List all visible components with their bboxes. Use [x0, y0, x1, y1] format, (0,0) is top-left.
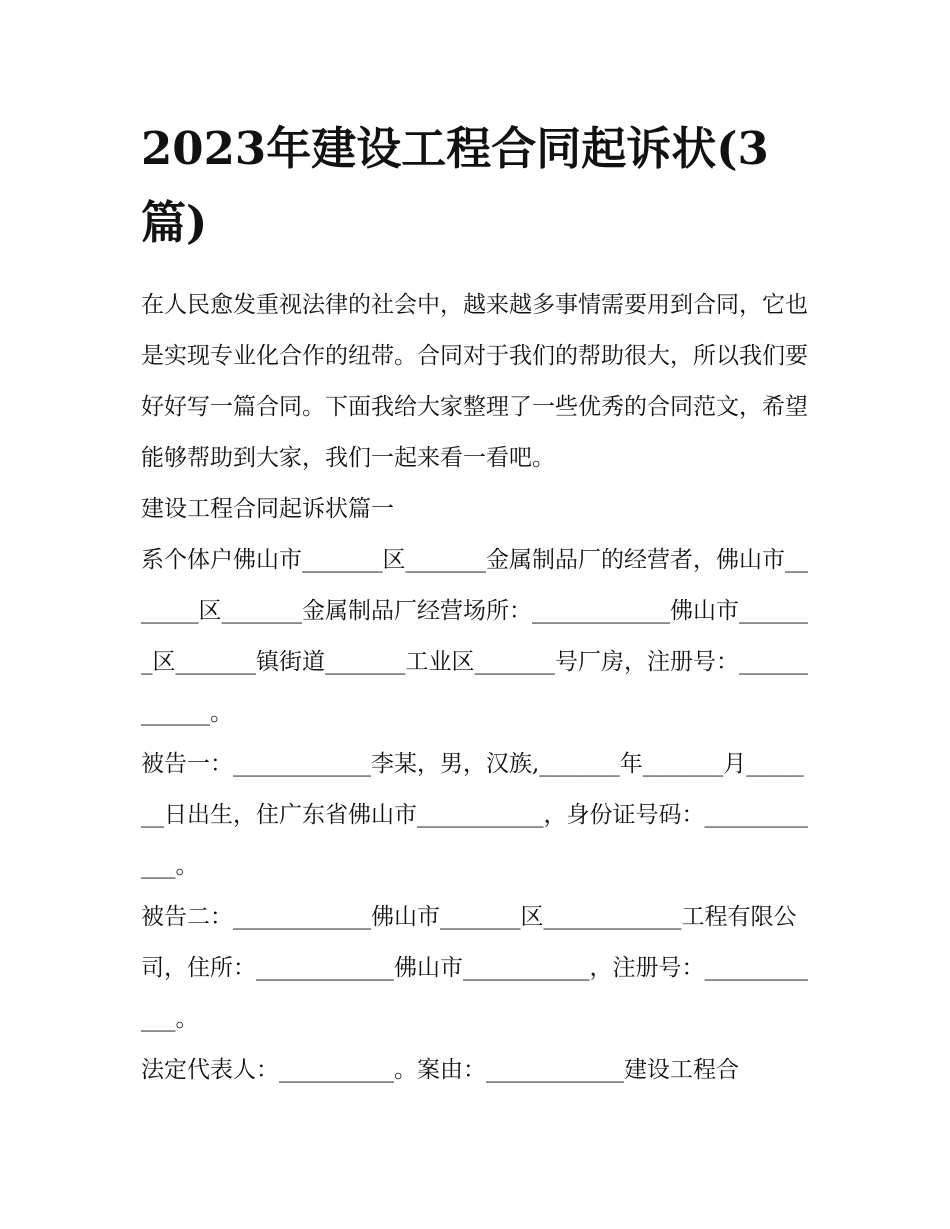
document-title: 2023年建设工程合同起诉状(3篇)	[141, 122, 769, 249]
section-heading: 建设工程合同起诉状篇一	[141, 496, 394, 522]
defendant-two-paragraph: 被告二：____________佛山市_______区____________工程有限公司，住所：____________佛山市___________，注册号：____________。	[141, 904, 808, 1032]
legal-representative-paragraph: 法定代表人：__________。案由：____________建设工程合	[141, 1057, 739, 1083]
defendant-one-paragraph: 被告一：____________李某，男，汉族,_______年_______月_______日出生，住广东省佛山市___________，身份证号码：____________。	[141, 751, 808, 879]
plaintiff-paragraph: 系个体户佛山市_______区_______金属制品厂的经营者，佛山市_______区_______金属制品厂经营场所：____________佛山市_______区_______镇街道_______工业区_______号厂房，注册号：____________。	[141, 547, 808, 726]
document-page	[141, 112, 811, 1096]
intro-paragraph: 在人民愈发重视法律的社会中，越来越多事情需要用到合同，它也是实现专业化合作的纽带。合同对于我们的帮助很大，所以我们要好好写一篇合同。下面我给大家整理了一些优秀的合同范文，希望能够帮助到大家，我们一起来看一看吧。	[141, 292, 808, 471]
